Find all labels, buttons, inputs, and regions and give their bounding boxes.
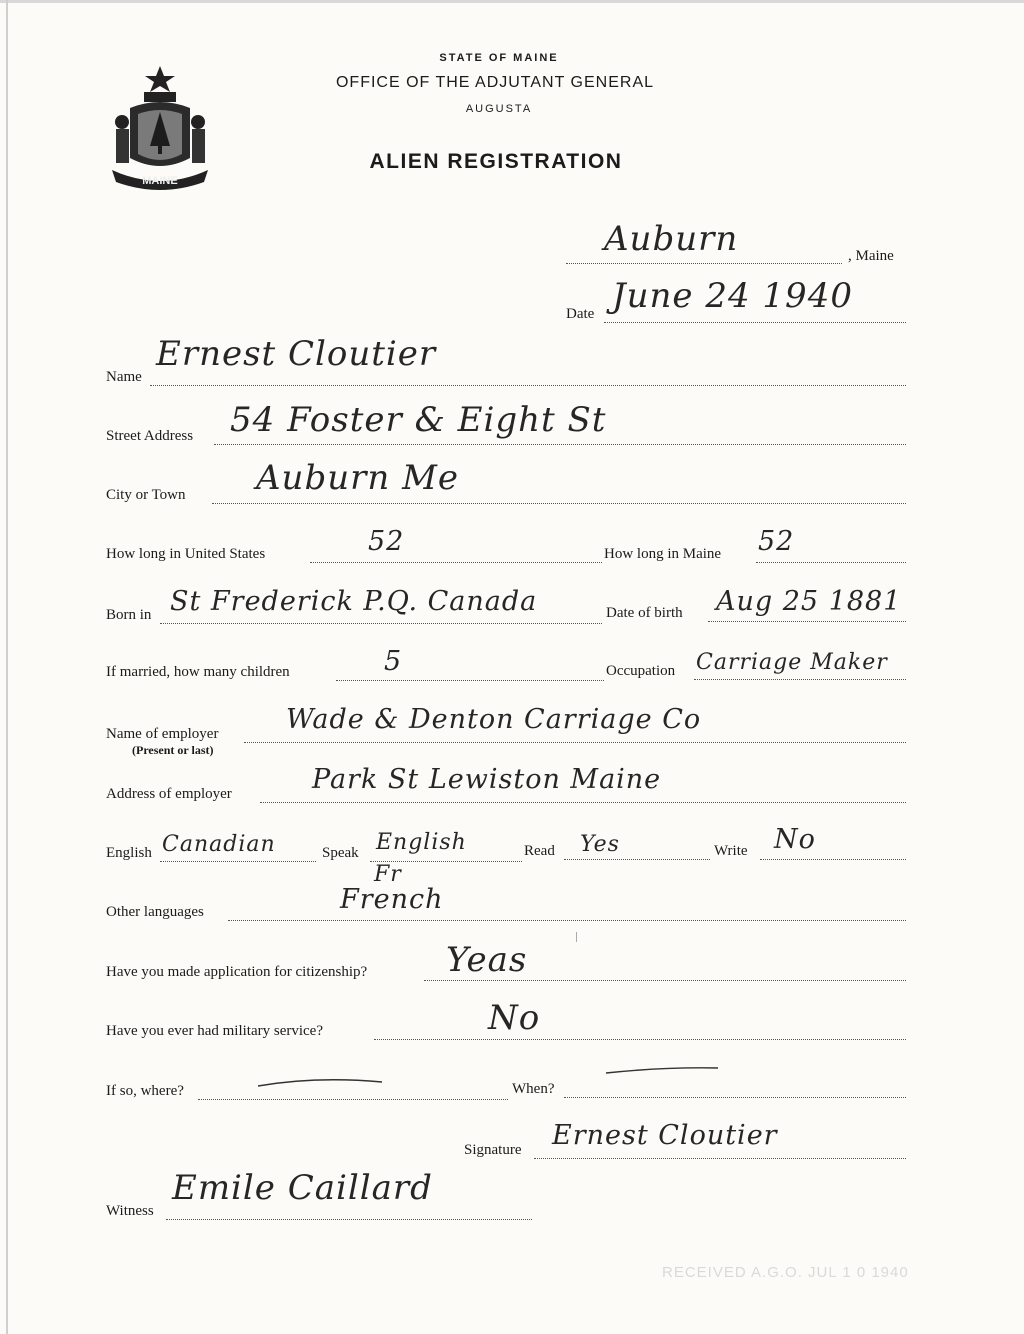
dob-line bbox=[708, 621, 906, 622]
when-label: When? bbox=[512, 1081, 555, 1097]
city-entry: Auburn Me bbox=[256, 458, 460, 498]
english-label: English bbox=[106, 845, 152, 861]
born-label: Born in bbox=[106, 607, 152, 623]
other-languages-entry: French bbox=[340, 884, 444, 915]
citizenship-label: Have you made application for citizenship? bbox=[106, 964, 368, 980]
citizenship-line bbox=[424, 980, 906, 981]
children-line bbox=[336, 680, 604, 681]
header-state: STATE OF MAINE bbox=[439, 52, 559, 64]
maine-years-line bbox=[756, 562, 906, 563]
other-languages-prefix: Fr bbox=[374, 862, 402, 887]
scan-top-edge bbox=[0, 0, 1024, 3]
header-office: OFFICE OF THE ADJUTANT GENERAL bbox=[335, 74, 655, 91]
city-line bbox=[212, 503, 906, 504]
street-entry: 54 Foster & Eight St bbox=[230, 400, 607, 440]
employer-address-entry: Park St Lewiston Maine bbox=[312, 764, 662, 795]
employer-address-label: Address of employer bbox=[106, 786, 232, 802]
military-line bbox=[374, 1039, 906, 1040]
witness-entry: Emile Caillard bbox=[172, 1168, 433, 1208]
maine-years-label: How long in Maine bbox=[604, 546, 722, 562]
citizenship-entry: Yeas bbox=[446, 940, 528, 980]
employer-entry: Wade & Denton Carriage Co bbox=[286, 704, 702, 735]
witness-label: Witness bbox=[106, 1203, 154, 1219]
employer-label: Name of employer bbox=[106, 726, 219, 742]
employer-address-line bbox=[260, 802, 906, 803]
other-languages-line bbox=[228, 920, 906, 921]
dob-entry: Aug 25 1881 bbox=[716, 586, 902, 617]
children-entry: 5 bbox=[384, 646, 403, 677]
read-entry: Yes bbox=[580, 832, 620, 857]
military-label: Have you ever had military service? bbox=[106, 1023, 323, 1039]
seal-motto: MAINE bbox=[142, 175, 178, 187]
name-entry: Ernest Cloutier bbox=[156, 334, 437, 374]
maine-years-entry: 52 bbox=[758, 526, 795, 557]
employer-line bbox=[244, 742, 906, 743]
speak-entry: English bbox=[376, 830, 467, 855]
place-line bbox=[566, 263, 842, 264]
date-line bbox=[604, 322, 906, 323]
born-entry: St Frederick P.Q. Canada bbox=[170, 586, 538, 617]
scan-left-edge bbox=[6, 0, 8, 1334]
when-line bbox=[564, 1097, 906, 1098]
form-title: ALIEN REGISTRATION bbox=[369, 150, 623, 173]
where-line bbox=[198, 1099, 508, 1100]
where-label: If so, where? bbox=[106, 1083, 184, 1099]
date-entry: June 24 1940 bbox=[612, 276, 853, 316]
military-entry: No bbox=[488, 998, 541, 1038]
write-label: Write bbox=[714, 843, 748, 859]
children-label: If married, how many children bbox=[106, 664, 290, 680]
where-dash-mark bbox=[256, 1074, 386, 1090]
received-stamp: RECEIVED A.G.O. JUL 1 0 1940 bbox=[662, 1264, 909, 1281]
city-label: City or Town bbox=[106, 487, 186, 503]
street-line bbox=[214, 444, 906, 445]
occupation-label: Occupation bbox=[606, 663, 676, 679]
write-line bbox=[760, 859, 906, 860]
born-line bbox=[160, 623, 602, 624]
street-label: Street Address bbox=[106, 428, 194, 444]
stray-mark bbox=[576, 932, 577, 942]
name-label: Name bbox=[106, 369, 142, 385]
place-suffix-label: , Maine bbox=[848, 248, 894, 264]
occupation-line bbox=[694, 679, 906, 680]
us-years-entry: 52 bbox=[368, 526, 405, 557]
signature-label: Signature bbox=[464, 1142, 522, 1158]
dob-label: Date of birth bbox=[606, 605, 683, 621]
occupation-entry: Carriage Maker bbox=[696, 650, 888, 675]
read-line bbox=[564, 859, 710, 860]
header-city: AUGUSTA bbox=[465, 103, 533, 115]
us-years-line bbox=[310, 562, 602, 563]
write-entry: No bbox=[774, 824, 816, 855]
signature-entry: Ernest Cloutier bbox=[552, 1120, 778, 1151]
place-entry: Auburn bbox=[604, 219, 739, 259]
signature-line bbox=[534, 1158, 906, 1159]
employer-sublabel: (Present or last) bbox=[132, 743, 214, 757]
when-dash-mark bbox=[604, 1064, 720, 1076]
witness-line bbox=[166, 1219, 532, 1220]
read-label: Read bbox=[524, 843, 555, 859]
english-line bbox=[160, 861, 316, 862]
other-languages-label: Other languages bbox=[106, 904, 204, 920]
speak-label: Speak bbox=[322, 845, 359, 861]
us-years-label: How long in United States bbox=[106, 546, 266, 562]
english-entry: Canadian bbox=[162, 832, 276, 857]
name-line bbox=[150, 385, 906, 386]
date-label: Date bbox=[566, 306, 595, 322]
